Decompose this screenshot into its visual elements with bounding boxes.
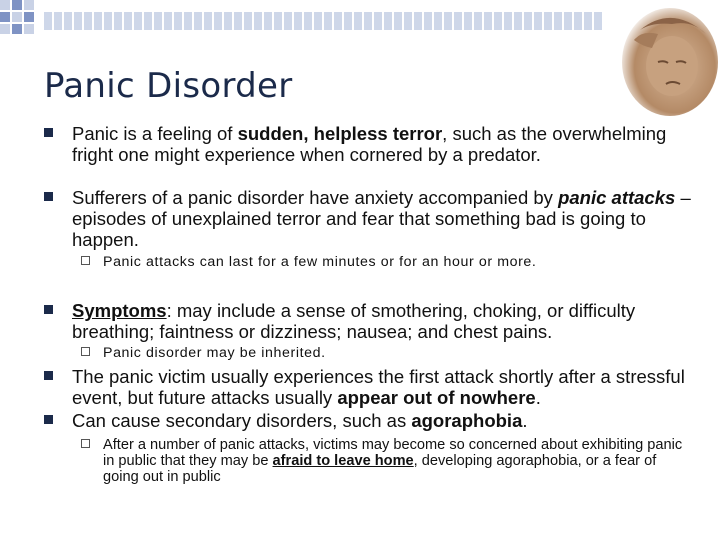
hollow-square-bullet-icon xyxy=(81,439,90,448)
bullet-text: : may include a sense of smothering, choking, or difficulty breathing; faintness or dizziness; nausea; and chest pains. xyxy=(72,300,636,342)
bullet-secondary-disorders xyxy=(72,410,702,431)
bullet-text: Can cause secondary disorders, such as xyxy=(72,410,412,431)
sub-bullet-text: After a number of panic attacks, victims may become so concerned about exhibiting panic in public that they may be xyxy=(103,437,683,469)
bullet-text-bold: sudden, helpless terror xyxy=(237,123,443,144)
sub-bullet-agoraphobia xyxy=(103,437,693,485)
bullet-text: The panic victim usually experiences the first attack shortly after a stressful event, but future attacks usually xyxy=(72,366,685,408)
square-bullet-icon xyxy=(44,371,53,380)
bullet-first-attack xyxy=(72,366,702,408)
bullet-sufferers xyxy=(72,187,702,250)
bullet-text-underlined: Symptoms xyxy=(72,300,167,321)
bullet-text: Sufferers of a panic disorder have anxiety accompanied by xyxy=(72,187,559,208)
bullet-text: . xyxy=(535,387,541,408)
sub-bullet-text: Panic disorder may be inherited. xyxy=(103,345,326,361)
sub-bullet-inherited xyxy=(103,345,703,361)
slide-title: Panic Disorder xyxy=(44,66,293,106)
bullet-text: , such as the overwhelming fright one might experience when cornered by a predator. xyxy=(72,123,667,165)
bullet-text-bold: appear out of nowhere xyxy=(337,387,536,408)
hollow-square-bullet-icon xyxy=(81,347,90,356)
sub-bullet-duration xyxy=(103,254,703,270)
bullet-text: . xyxy=(522,410,528,431)
bullet-symptoms xyxy=(72,300,702,342)
square-bullet-icon xyxy=(44,305,53,314)
square-bullet-icon xyxy=(44,192,53,201)
square-bullet-icon xyxy=(44,128,53,137)
square-bullet-icon xyxy=(44,415,53,424)
hollow-square-bullet-icon xyxy=(81,256,90,265)
bullet-text: Panic is a feeling of xyxy=(72,123,238,144)
sub-bullet-text: Panic attacks can last for a few minutes or for an hour or more. xyxy=(103,254,537,270)
bullet-text-bold-italic: panic attacks xyxy=(558,187,676,208)
sub-bullet-text: , developing agoraphobia, or a fear of going out in public xyxy=(103,453,657,485)
sub-bullet-text-underlined: afraid to leave home xyxy=(272,453,414,469)
bullet-text-bold: agoraphobia xyxy=(411,410,523,431)
bullet-panic-definition xyxy=(72,123,702,165)
bullet-text: – episodes of unexplained terror and fear that something bad is going to happen. xyxy=(72,187,691,250)
